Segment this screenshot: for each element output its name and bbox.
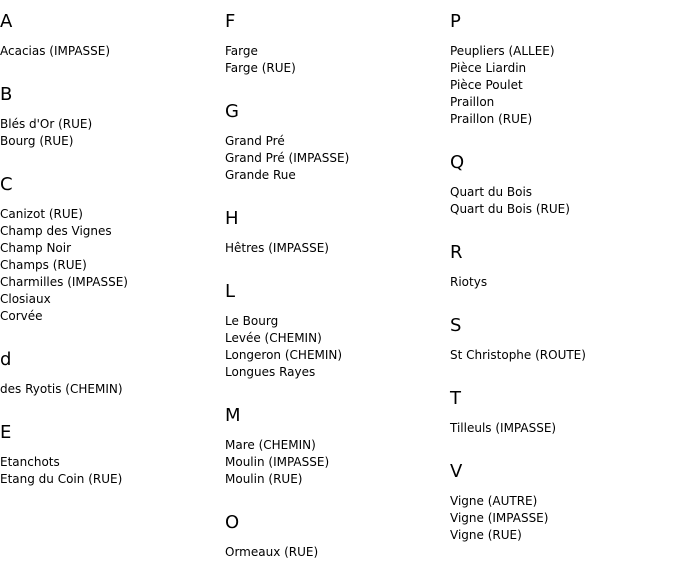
street-link[interactable]: Longeron (CHEMIN) [225, 348, 343, 362]
letter-group [0, 163, 220, 325]
letter-heading: G [225, 101, 239, 122]
letter-group [0, 73, 220, 150]
street-link[interactable]: Corvée [0, 309, 43, 323]
street-list [225, 437, 445, 488]
street-link[interactable]: Quart du Bois (RUE) [450, 202, 570, 216]
street-list [0, 206, 220, 325]
street-link[interactable]: Riotys [450, 275, 488, 289]
letter-heading: C [0, 174, 13, 195]
street-link[interactable]: Praillon [450, 95, 495, 109]
street-list [225, 544, 445, 561]
street-list [0, 43, 220, 60]
index-column-1 [0, 0, 220, 501]
street-link[interactable]: des Ryotis (CHEMIN) [0, 382, 123, 396]
street-list [225, 43, 445, 77]
street-link[interactable]: Grand Pré [225, 134, 285, 148]
street-list [0, 381, 220, 398]
street-link[interactable]: Grande Rue [225, 168, 296, 182]
street-link[interactable]: Farge (RUE) [225, 61, 296, 75]
letter-group [450, 304, 670, 364]
street-link[interactable]: Charmilles (IMPASSE) [0, 275, 128, 289]
street-link[interactable]: Blés d'Or (RUE) [0, 117, 93, 131]
street-list [450, 493, 670, 544]
street-link[interactable]: Ormeaux (RUE) [225, 545, 319, 559]
street-list [450, 43, 670, 128]
letter-group [225, 270, 445, 381]
letter-group [450, 377, 670, 437]
letter-heading: V [450, 461, 463, 482]
letter-group [225, 0, 445, 77]
letter-group [450, 141, 670, 218]
street-link[interactable]: Peupliers (ALLEE) [450, 44, 555, 58]
street-link[interactable]: Canizot (RUE) [0, 207, 83, 221]
letter-heading: O [225, 512, 240, 533]
street-link[interactable]: Tilleuls (IMPASSE) [450, 421, 557, 435]
street-link[interactable]: Etanchots [0, 455, 60, 469]
letter-heading: M [225, 405, 241, 426]
street-link[interactable]: Vigne (RUE) [450, 528, 522, 542]
letter-heading: P [450, 11, 461, 32]
letter-heading: E [0, 422, 12, 443]
street-link[interactable]: Grand Pré (IMPASSE) [225, 151, 350, 165]
street-link[interactable]: Acacias (IMPASSE) [0, 44, 111, 58]
letter-heading: Q [450, 152, 465, 173]
letter-group [225, 197, 445, 257]
street-list [450, 274, 670, 291]
street-link[interactable]: Hêtres (IMPASSE) [225, 241, 329, 255]
street-link[interactable]: Vigne (IMPASSE) [450, 511, 549, 525]
street-link[interactable]: Bourg (RUE) [0, 134, 74, 148]
street-list [450, 184, 670, 218]
street-link[interactable]: Etang du Coin (RUE) [0, 472, 123, 486]
street-link[interactable]: Mare (CHEMIN) [225, 438, 316, 452]
letter-group [450, 231, 670, 291]
letter-group [0, 338, 220, 398]
letter-group [450, 450, 670, 544]
letter-group [225, 501, 445, 561]
street-link[interactable]: Champs (RUE) [0, 258, 87, 272]
street-link[interactable]: Moulin (RUE) [225, 472, 303, 486]
street-list [225, 240, 445, 257]
street-link[interactable]: Pièce Poulet [450, 78, 523, 92]
street-link[interactable]: Le Bourg [225, 314, 279, 328]
street-link[interactable]: Pièce Liardin [450, 61, 527, 75]
street-link[interactable]: Vigne (AUTRE) [450, 494, 538, 508]
street-link[interactable]: Longues Rayes [225, 365, 316, 379]
street-link[interactable]: Champ des Vignes [0, 224, 112, 238]
letter-heading: T [450, 388, 461, 409]
street-list [225, 313, 445, 381]
index-column-3 [450, 0, 670, 557]
street-link[interactable]: Closiaux [0, 292, 51, 306]
letter-group [0, 0, 220, 60]
index-column-2 [225, 0, 445, 574]
letter-group [0, 411, 220, 488]
letter-group [450, 0, 670, 128]
letter-heading: A [0, 11, 13, 32]
street-link[interactable]: Levée (CHEMIN) [225, 331, 322, 345]
letter-group [225, 90, 445, 184]
street-list [450, 420, 670, 437]
street-link[interactable]: Praillon (RUE) [450, 112, 533, 126]
street-list [450, 347, 670, 364]
letter-group [225, 394, 445, 488]
street-link[interactable]: Moulin (IMPASSE) [225, 455, 330, 469]
letter-heading: B [0, 84, 13, 105]
letter-heading: H [225, 208, 239, 229]
street-list [0, 116, 220, 150]
letter-heading: L [225, 281, 236, 302]
street-link[interactable]: St Christophe (ROUTE) [450, 348, 586, 362]
letter-heading: d [0, 349, 12, 370]
street-list [0, 454, 220, 488]
street-link[interactable]: Farge [225, 44, 258, 58]
street-link[interactable]: Champ Noir [0, 241, 72, 255]
street-list [225, 133, 445, 184]
letter-heading: S [450, 315, 462, 336]
letter-heading: F [225, 11, 236, 32]
street-link[interactable]: Quart du Bois [450, 185, 533, 199]
letter-heading: R [450, 242, 463, 263]
